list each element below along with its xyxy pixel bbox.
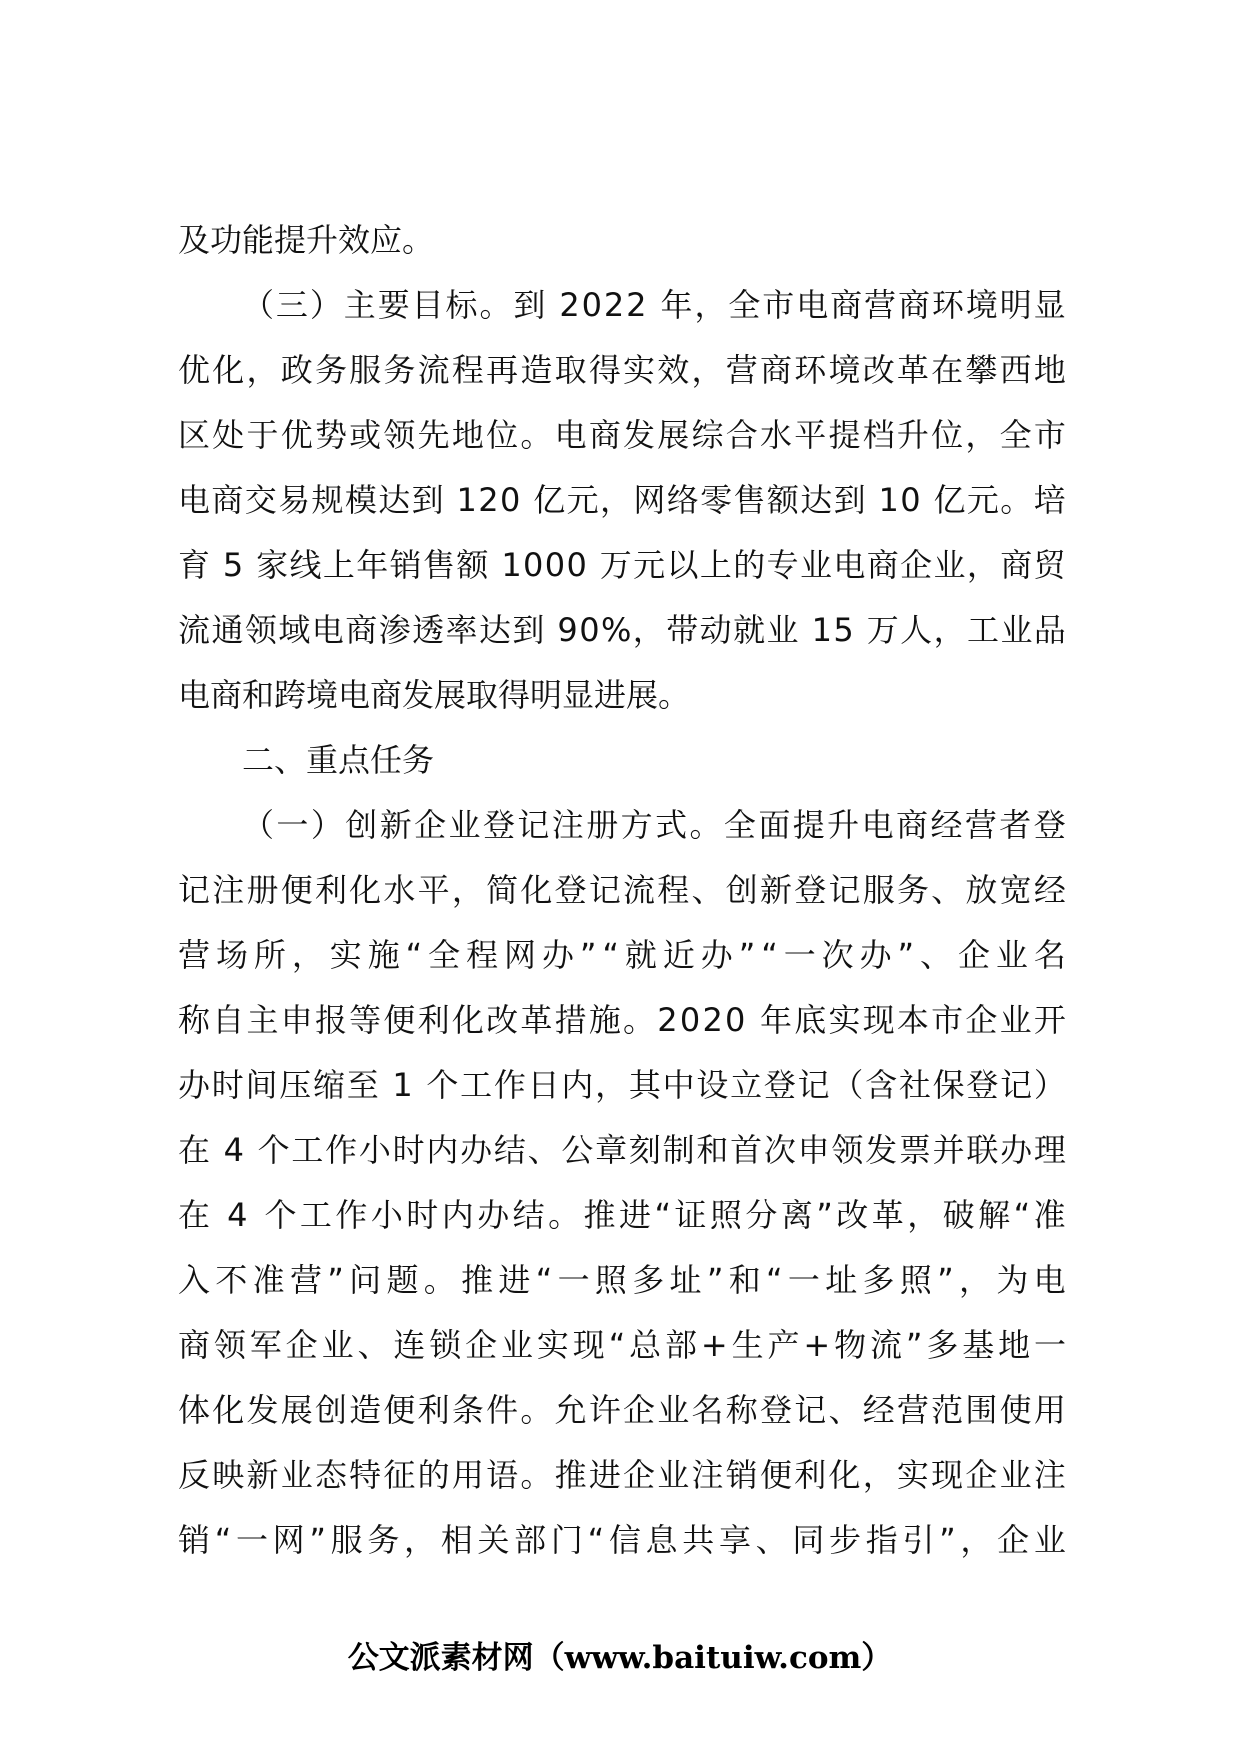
paragraph-line: 优 化 ， 政 务 服 务 流 程 再 造 取 得 实 效 ， 营 商 环 境 改 革 在 攀 西 地 — [178, 351, 1066, 389]
paragraph-line: 在 4 个 工 作 小 时 内 办 结 、 公 章 刻 制 和 首 次 申 领 发 票 并 联 办 理 — [178, 1131, 1066, 1169]
paragraph-line: 称 自 主 申 报 等 便 利 化 改 革 措 施 。 2 0 2 0 年 底 实 现 本 市 企 业 开 — [178, 1001, 1066, 1039]
paragraph-line: 体 化 发 展 创 造 便 利 条 件 。 允 许 企 业 名 称 登 记 、 经 营 范 围 使 用 — [178, 1391, 1066, 1429]
paragraph-line: 记 注 册 便 利 化 水 平 ， 简 化 登 记 流 程 、 创 新 登 记 服 务 、 放 宽 经 — [178, 871, 1066, 909]
paragraph-line: 营 场 所 ， 实 施 “ 全 程 网 办 ” “ 就 近 办 ” “ 一 次 办 ” 、 企 业 名 — [178, 936, 1066, 974]
paragraph-line: 商 领 军 企 业 、 连 锁 企 业 实 现 “ 总 部 + 生 产 + 物 流 ” 多 基 地 一 — [178, 1326, 1066, 1364]
paragraph-line-end: 电商和跨境电商发展取得明显进展。 — [178, 676, 691, 714]
paragraph-line: 电 商 交 易 规 模 达 到 1 2 0 亿 元 ， 网 络 零 售 额 达 到 1 0 亿 元 。 培 — [178, 481, 1066, 519]
document-body — [178, 208, 1066, 1573]
paragraph-line: 办 时 间 压 缩 至 1 个 工 作 日 内 ， 其 中 设 立 登 记 （ 含 社 保 登 记 ） — [178, 1066, 1066, 1104]
paragraph-line-registration-start: （ 一 ） 创 新 企 业 登 记 注 册 方 式 。 全 面 提 升 电 商 经 营 者 登 — [242, 806, 1066, 844]
paragraph-line: 入 不 准 营 ” 问 题 。 推 进 “ 一 照 多 址 ” 和 “ 一 址 多 照 ” ， 为 电 — [178, 1261, 1066, 1299]
paragraph-line: 反 映 新 业 态 特 征 的 用 语 。 推 进 企 业 注 销 便 利 化 ， 实 现 企 业 注 — [178, 1456, 1066, 1494]
paragraph-line: 区 处 于 优 势 或 领 先 地 位 。 电 商 发 展 综 合 水 平 提 档 升 位 ， 全 市 — [178, 416, 1066, 454]
paragraph-line: 育 5 家 线 上 年 销 售 额 1 0 0 0 万 元 以 上 的 专 业 电 商 企 业 ， 商 贸 — [178, 546, 1066, 584]
section-heading: 二、重点任务 — [242, 741, 435, 779]
paragraph-line: 流 通 领 域 电 商 渗 透 率 达 到 9 0 % ， 带 动 就 业 1 5 万 人 ， 工 业 品 — [178, 611, 1066, 649]
footer-watermark-text: 公文派素材网（www.baituiw.com） — [347, 1640, 893, 1676]
paragraph-line-objectives-start: （ 三 ） 主 要 目 标 。 到 2 0 2 2 年 ， 全 市 电 商 营 商 环 境 明 显 — [242, 286, 1066, 324]
paragraph-line: 在 4 个 工 作 小 时 内 办 结 。 推 进 “ 证 照 分 离 ” 改 革 ， 破 解 “ 准 — [178, 1196, 1066, 1234]
paragraph-line-end: 及功能提升效应。 — [178, 221, 435, 259]
paragraph-line: 销 “ 一 网 ” 服 务 ， 相 关 部 门 “ 信 息 共 享 、 同 步 指 引 ” ， 企 业 — [178, 1521, 1066, 1559]
